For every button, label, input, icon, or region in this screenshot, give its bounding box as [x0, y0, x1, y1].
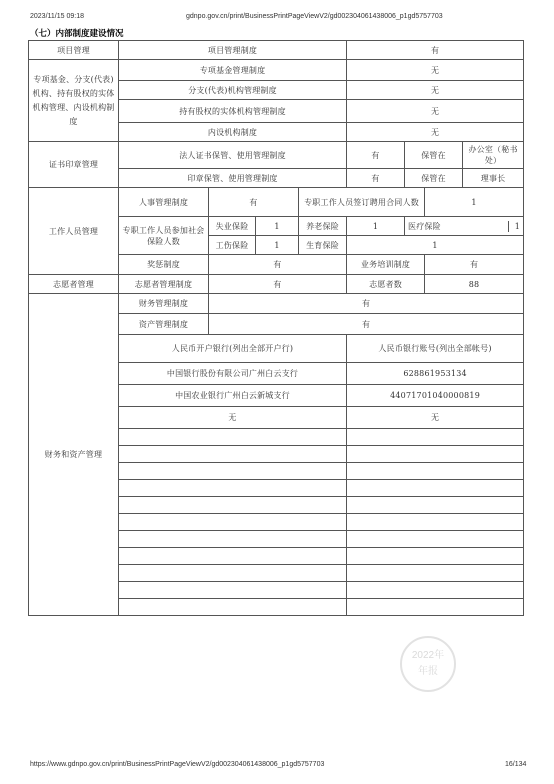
- empty-cell: [119, 565, 347, 582]
- maternity-insurance-label: 生育保险: [299, 236, 347, 255]
- empty-cell: [347, 446, 524, 463]
- equity-entity-system-label: 持有股权的实体机构管理制度: [119, 100, 347, 123]
- volunteer-system-value: 有: [209, 275, 347, 294]
- pension-insurance-value: 1: [347, 217, 405, 236]
- staff-mgmt-label: 工作人员管理: [29, 188, 119, 275]
- special-fund-system-label: 专项基金管理制度: [119, 60, 347, 81]
- bank-header: 人民币开户银行(列出全部开户行): [119, 335, 347, 363]
- volunteer-count-value: 88: [425, 275, 524, 294]
- annual-report-stamp: [400, 636, 456, 692]
- training-system-label: 业务培训制度: [347, 255, 425, 275]
- internal-org-system-label: 内设机构制度: [119, 123, 347, 142]
- seal-keeper-value: 理事长: [463, 169, 524, 188]
- table-row: [29, 142, 524, 169]
- empty-cell: [119, 446, 347, 463]
- foreign-bank-account: 无: [347, 407, 524, 429]
- contract-count-value: 1: [425, 188, 524, 217]
- contract-count-label: 专职工作人员签订聘用合同人数: [299, 188, 425, 217]
- certificate-system-label: 法人证书保管、使用管理制度: [119, 142, 347, 169]
- asset-system-label: 资产管理制度: [119, 314, 209, 335]
- volunteer-count-label: 志愿者数: [347, 275, 425, 294]
- injury-insurance-value: 1: [256, 236, 299, 255]
- empty-cell: [347, 514, 524, 531]
- print-url-footer: https://www.gdnpo.gov.cn/print/BusinessPrintPageViewV2/gd002304061438006_p1gd5757703: [30, 761, 325, 768]
- seal-system-value: 有: [347, 169, 405, 188]
- empty-cell: [347, 548, 524, 565]
- reward-system-label: 奖惩制度: [119, 255, 209, 275]
- branch-system-value: 无: [347, 81, 524, 100]
- unemployment-insurance-value: 1: [256, 217, 299, 236]
- maternity-insurance-value: 1: [347, 236, 524, 255]
- project-mgmt-system-value: 有: [347, 41, 524, 60]
- seal-mgmt-label: 证书印章管理: [29, 142, 119, 188]
- foreign-bank-name: 无: [119, 407, 347, 429]
- volunteer-system-label: 志愿者管理制度: [119, 275, 209, 294]
- empty-cell: [119, 514, 347, 531]
- bank-name: 中国银行股份有限公司广州白云支行: [119, 363, 347, 385]
- stamp-label: 年报: [418, 666, 438, 677]
- training-system-value: 有: [425, 255, 524, 275]
- print-url-header: gdnpo.gov.cn/print/BusinessPrintPageViewV2/gd002304061438006_p1gd5757703: [186, 13, 443, 20]
- seal-system-label: 印章保管、使用管理制度: [119, 169, 347, 188]
- table-row: [29, 41, 524, 60]
- bank-account: 44071701040000819: [347, 385, 524, 407]
- empty-cell: [347, 565, 524, 582]
- internal-org-system-value: 无: [347, 123, 524, 142]
- account-header: 人民币银行账号(列出全部帐号): [347, 335, 524, 363]
- empty-cell: [347, 599, 524, 616]
- special-fund-system-value: 无: [347, 60, 524, 81]
- certificate-keeper-label: 保管在: [405, 142, 463, 169]
- empty-cell: [119, 480, 347, 497]
- empty-cell: [119, 599, 347, 616]
- hr-system-value: 有: [209, 188, 299, 217]
- finance-system-label: 财务管理制度: [119, 294, 209, 314]
- empty-cell: [119, 497, 347, 514]
- empty-cell: [347, 480, 524, 497]
- certificate-system-value: 有: [347, 142, 405, 169]
- equity-entity-system-value: 无: [347, 100, 524, 123]
- finance-system-value: 有: [209, 294, 524, 314]
- medical-insurance-value: 1: [508, 221, 520, 232]
- asset-system-value: 有: [209, 314, 524, 335]
- empty-cell: [347, 497, 524, 514]
- empty-cell: [347, 429, 524, 446]
- empty-cell: [347, 531, 524, 548]
- certificate-keeper-value: 办公室（秘书处）: [463, 142, 524, 169]
- pension-insurance-label: 养老保险: [299, 217, 347, 236]
- section-title: （七）内部制度建设情况: [30, 28, 124, 38]
- table-row: [29, 60, 524, 81]
- project-mgmt-label: 项目管理: [29, 41, 119, 60]
- page-number: 16/134: [505, 761, 527, 768]
- table-row: [29, 294, 524, 314]
- volunteer-mgmt-label: 志愿者管理: [29, 275, 119, 294]
- table-row: [29, 275, 524, 294]
- empty-cell: [119, 463, 347, 480]
- empty-cell: [119, 429, 347, 446]
- stamp-year: 2022年: [411, 650, 445, 661]
- seal-keeper-label: 保管在: [405, 169, 463, 188]
- table-row: [29, 188, 524, 217]
- hr-system-label: 人事管理制度: [119, 188, 209, 217]
- finance-mgmt-label: 财务和资产管理: [29, 294, 119, 616]
- unemployment-insurance-label: 失业保险: [209, 217, 256, 236]
- print-datetime: 2023/11/15 09:18: [30, 13, 84, 20]
- medical-insurance-label: [405, 217, 524, 236]
- project-mgmt-system-label: 项目管理制度: [119, 41, 347, 60]
- empty-cell: [119, 531, 347, 548]
- reward-system-value: 有: [209, 255, 347, 275]
- internal-system-table: [28, 40, 524, 616]
- empty-cell: [347, 463, 524, 480]
- empty-cell: [347, 582, 524, 599]
- branch-system-label: 分支(代表)机构管理制度: [119, 81, 347, 100]
- special-funds-label: 专项基金、分支(代表)机构、持有股权的实体机构管理、内设机构制度: [29, 60, 119, 142]
- insurance-count-label: 专职工作人员参加社会保险人数: [119, 217, 209, 255]
- medical-insurance-label-text: 医疗保险: [408, 221, 441, 231]
- injury-insurance-label: 工伤保险: [209, 236, 256, 255]
- bank-account: 628861953134: [347, 363, 524, 385]
- empty-cell: [119, 582, 347, 599]
- bank-name: 中国农业银行广州白云新城支行: [119, 385, 347, 407]
- empty-cell: [119, 548, 347, 565]
